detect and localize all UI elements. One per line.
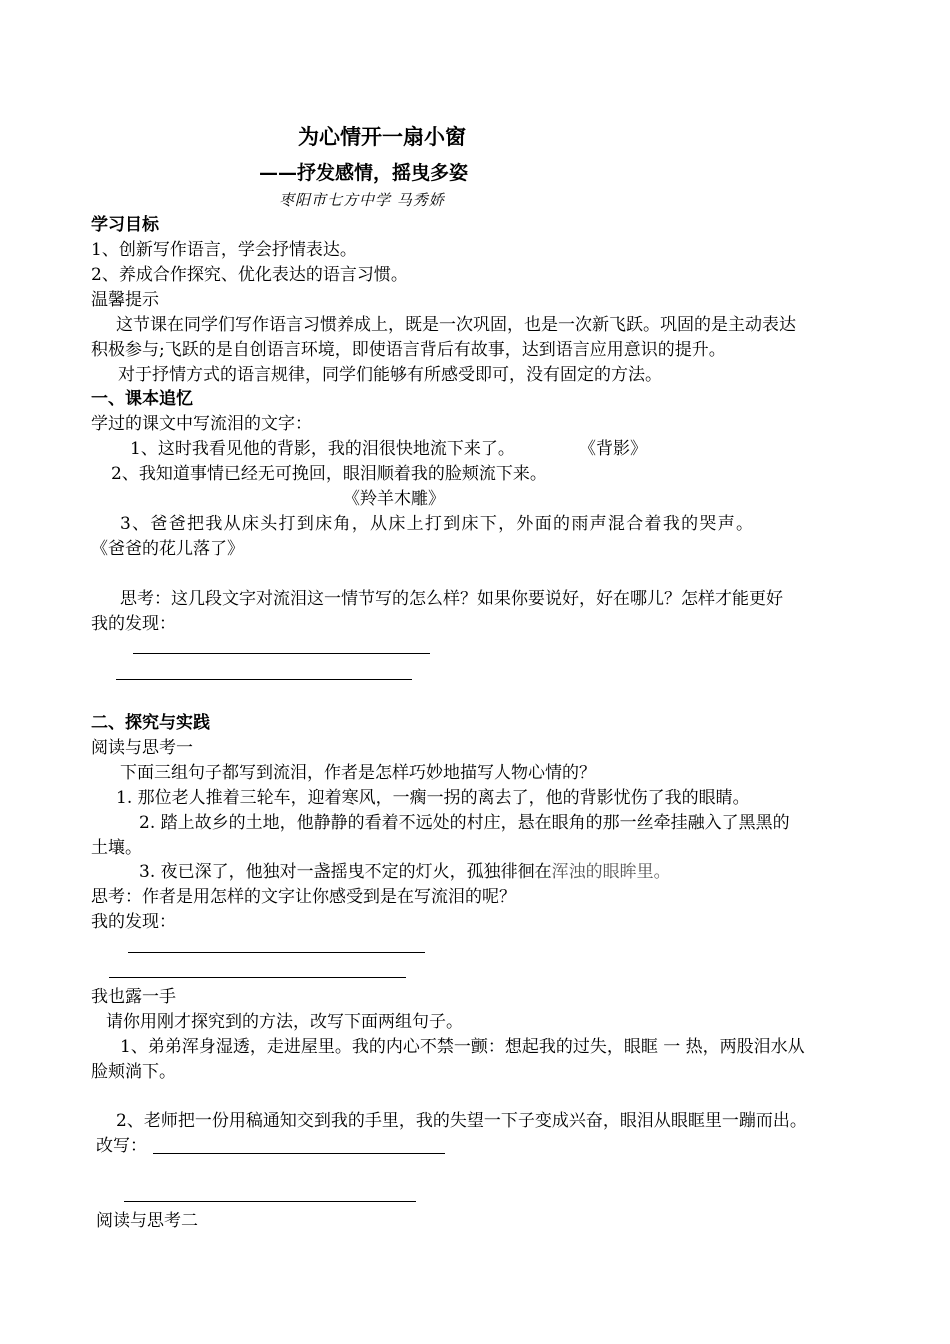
rewrite-label: 改写： bbox=[96, 1136, 147, 1156]
tips-paragraph-1-line-1: 这节课在同学们写作语言习惯养成上，既是一次巩固，也是一次新飞跃。巩固的是主动表达 bbox=[116, 315, 796, 335]
section-2-heading: 二、探究与实践 bbox=[91, 713, 210, 733]
recall-source-2: 《羚羊木雕》 bbox=[343, 489, 445, 509]
recall-sentence-1: 1、这时我看见他的背影，我的泪很快地流下来了。 bbox=[130, 439, 515, 459]
rewrite-sentence-1-line-2: 脸颊淌下。 bbox=[91, 1062, 176, 1082]
try-heading: 我也露一手 bbox=[91, 987, 176, 1007]
rewrite-sentence-2: 2、老师把一份用稿通知交到我的手里，我的失望一下子变成兴奋，眼泪从眼眶里一蹦而出。 bbox=[116, 1111, 807, 1131]
section-1-heading: 一、课本追忆 bbox=[91, 389, 193, 409]
rewrite-sentence-1-line-1: 1、弟弟浑身湿透，走进屋里。我的内心不禁一颤：想起我的过失，眼眶 一 热，两股泪水从 bbox=[120, 1037, 805, 1057]
recall-sentence-2: 2、我知道事情已经无可挽回，眼泪顺着我的脸颊流下来。 bbox=[111, 464, 547, 484]
try-intro: 请你用刚才探究到的方法，改写下面两组句子。 bbox=[106, 1012, 463, 1032]
answer-line[interactable] bbox=[153, 1153, 445, 1154]
section-2-intro: 下面三组句子都写到流泪，作者是怎样巧妙地描写人物心情的？ bbox=[120, 763, 596, 783]
answer-line[interactable] bbox=[124, 1201, 416, 1202]
tips-heading: 温馨提示 bbox=[91, 290, 159, 310]
answer-line[interactable] bbox=[109, 977, 406, 978]
answer-line[interactable] bbox=[133, 653, 430, 654]
goals-heading: 学习目标 bbox=[91, 215, 159, 235]
section-1-intro: 学过的课文中写流泪的文字： bbox=[91, 414, 312, 434]
author-line: 枣阳市七方中学 马秀娇 bbox=[279, 191, 445, 209]
example-sentence-3 bbox=[139, 861, 671, 883]
read-think-1-heading: 阅读与思考一 bbox=[91, 738, 193, 758]
answer-line[interactable] bbox=[128, 952, 425, 953]
section-2-finding-label: 我的发现： bbox=[91, 912, 176, 932]
example-sentence-2-line-1: 2. 踏上故乡的土地，他静静的看着不远处的村庄，悬在眼角的那一丝牵挂融入了黑黑的 bbox=[139, 813, 790, 833]
tips-paragraph-2: 对于抒情方式的语言规律，同学们能够有所感受即可，没有固定的方法。 bbox=[118, 365, 662, 385]
section-2-think: 思考：作者是用怎样的文字让你感受到是在写流泪的呢？ bbox=[91, 887, 516, 907]
example-sentence-3-text: 3. 夜已深了，他独对一盏摇曳不定的灯火，孤独徘徊在 bbox=[139, 862, 552, 882]
read-think-2-heading: 阅读与思考二 bbox=[96, 1211, 198, 1231]
goal-item-2: 2、养成合作探究、优化表达的语言习惯。 bbox=[91, 265, 408, 285]
tips-paragraph-1-line-2: 积极参与;飞跃的是自创语言环境，即使语言背后有故事，达到语言应用意识的提升。 bbox=[91, 340, 726, 360]
recall-source-1: 《背影》 bbox=[579, 439, 647, 459]
page-title: 为心情开一扇小窗 bbox=[298, 124, 466, 149]
recall-source-3: 《爸爸的花儿落了》 bbox=[91, 539, 244, 559]
recall-sentence-3: 3、爸爸把我从床头打到床角，从床上打到床下，外面的雨声混合着我的哭声。 bbox=[120, 514, 755, 534]
section-1-finding-label: 我的发现： bbox=[91, 614, 176, 634]
example-sentence-3-tail: 浑浊的眼眸里。 bbox=[551, 862, 671, 882]
page-subtitle: ——抒发感情，摇曳多姿 bbox=[259, 162, 469, 184]
example-sentence-2-line-2: 土壤。 bbox=[91, 838, 142, 858]
section-1-think: 思考：这几段文字对流泪这一情节写的怎么样？如果你要说好，好在哪儿？怎样才能更好 bbox=[120, 589, 783, 609]
goal-item-1: 1、创新写作语言，学会抒情表达。 bbox=[91, 240, 357, 260]
example-sentence-1: 1. 那位老人推着三轮车，迎着寒风，一瘸一拐的离去了，他的背影忧伤了我的眼睛。 bbox=[116, 788, 750, 808]
answer-line[interactable] bbox=[116, 679, 412, 680]
